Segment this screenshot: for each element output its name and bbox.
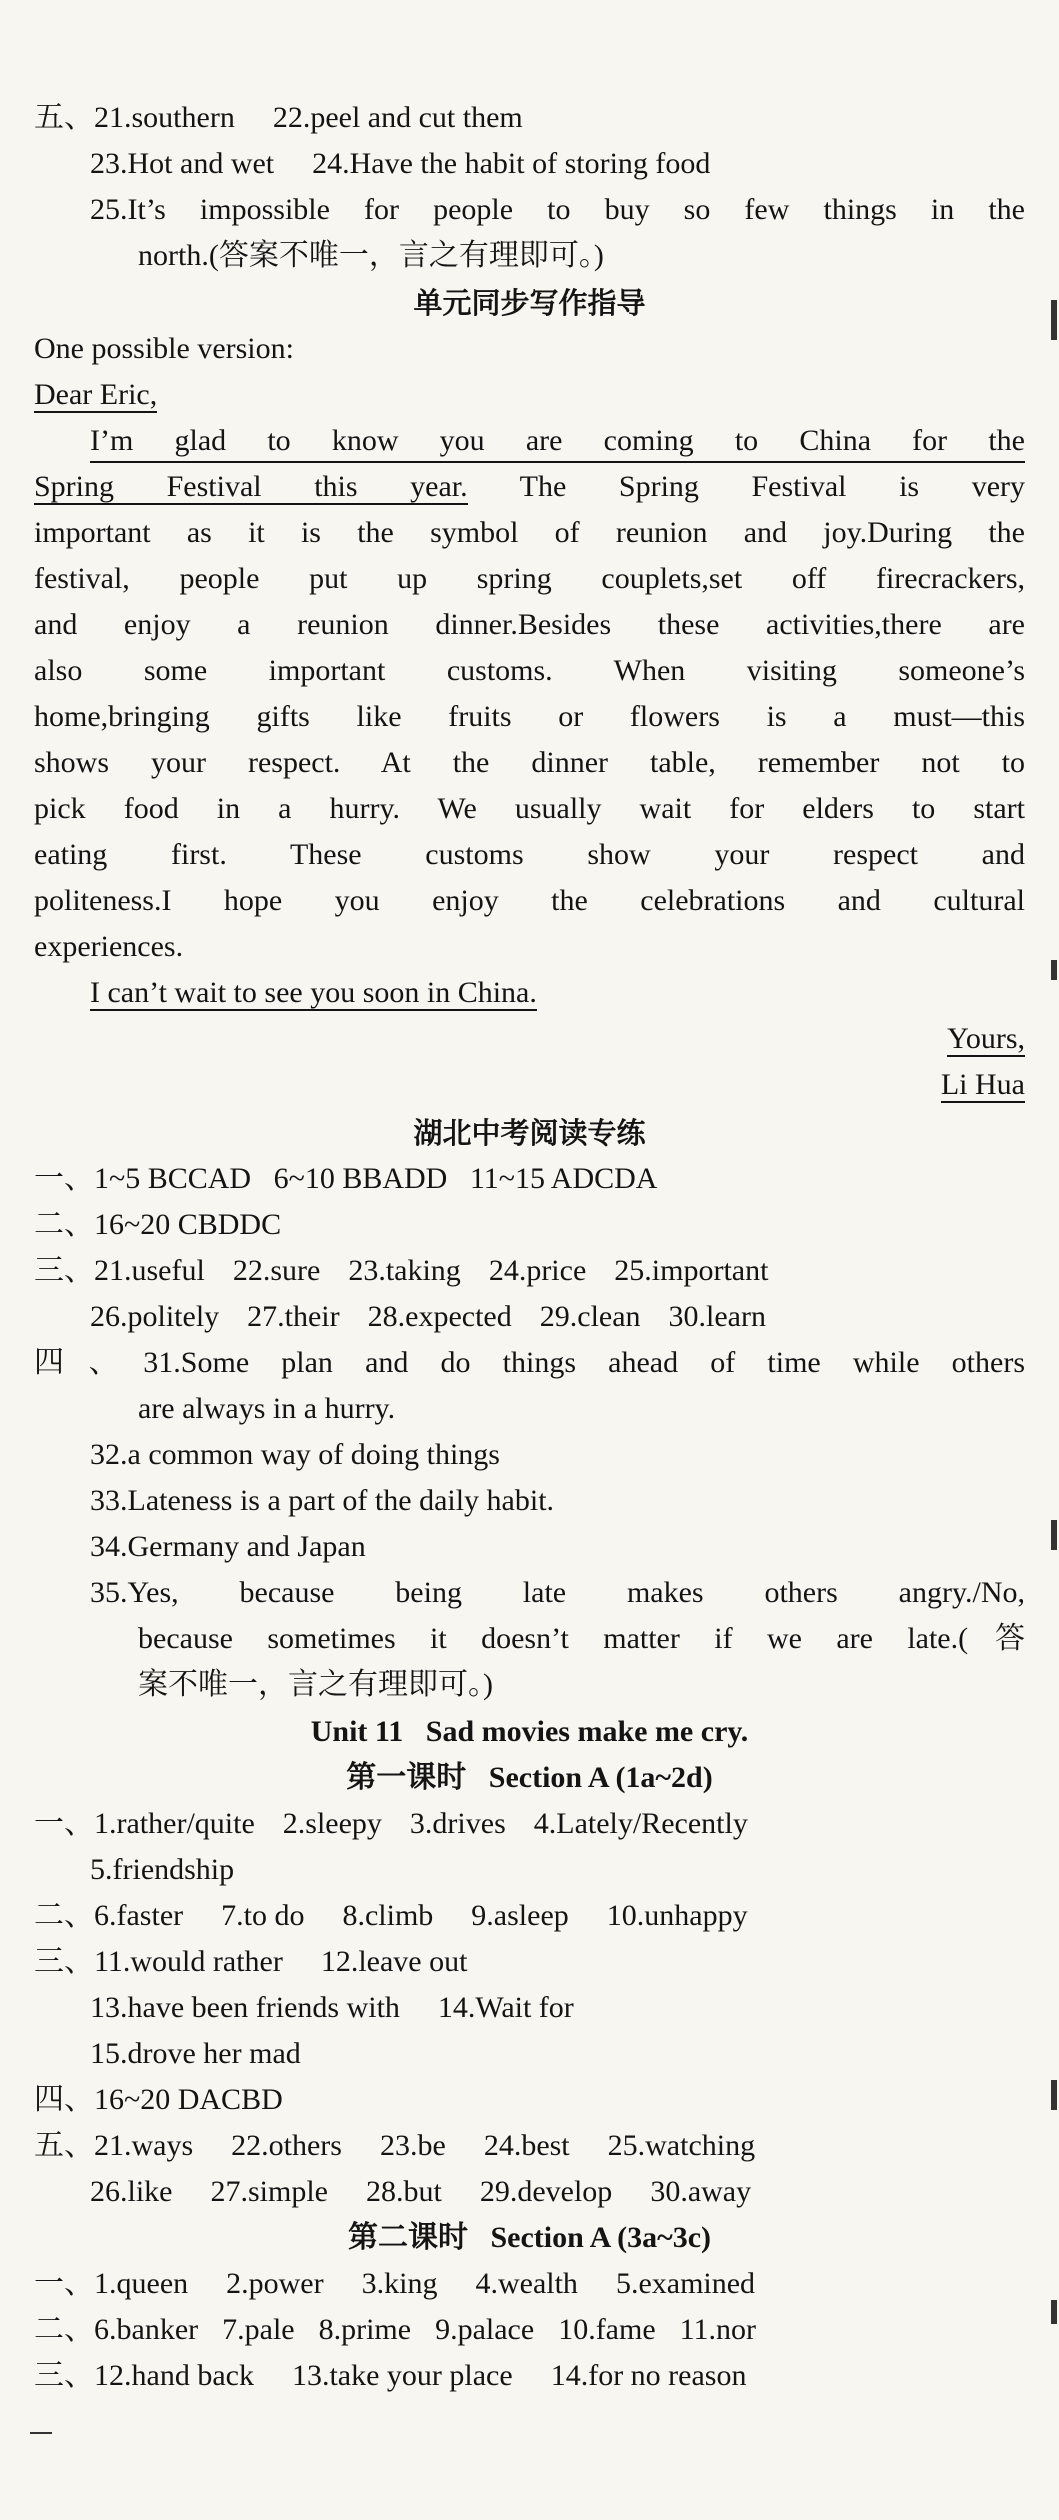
- answer-line: [90, 1988, 1025, 2028]
- section-title: 湖北中考阅读专练: [413, 1116, 646, 1150]
- answer-item: 24.price: [488, 1254, 587, 1287]
- answer-item: 三、11.would rather: [34, 1945, 283, 1978]
- answer-item: 23.Hot and wet: [90, 147, 275, 180]
- answer-line: 一、1~5 BCCAD 6~10 BBADD 11~15 ADCDA: [34, 1162, 658, 1195]
- answer-line: 33.Lateness is a part of the daily habit.: [90, 1484, 555, 1517]
- answer-line: [34, 1251, 1025, 1291]
- essay-intro: One possible version:: [34, 332, 294, 365]
- answer-item: 25.important: [614, 1254, 769, 1287]
- answer-item: 23.taking: [348, 1254, 461, 1287]
- answer-item: 5.examined: [615, 2267, 756, 2300]
- lesson-title: 第一课时 Section A (1a~2d): [346, 1761, 713, 1794]
- letter-closing: [90, 973, 1025, 1013]
- section-title: 单元同步写作指导: [413, 286, 646, 320]
- answer-item: 24.Have the habit of storing food: [312, 147, 711, 180]
- unit-title: Unit 11 Sad movies make me cry.: [310, 1715, 749, 1748]
- answer-item: 7.pale: [222, 2313, 295, 2346]
- answer-line: 二、16~20 CBDDC: [34, 1208, 282, 1241]
- answer-line: [34, 1804, 1025, 1844]
- answer-item: 三、12.hand back: [34, 2359, 254, 2392]
- answer-item: 14.Wait for: [437, 1991, 574, 2024]
- answer-item: 3.drives: [409, 1807, 506, 1840]
- answer-item: 27.their: [247, 1300, 340, 1333]
- answer-line: north.(答案不唯一，言之有理即可。): [138, 239, 604, 272]
- answer-item: 26.like: [90, 2175, 173, 2208]
- answer-item: 4.Lately/Recently: [533, 1807, 748, 1840]
- answer-item: 28.expected: [367, 1300, 512, 1333]
- answer-item: 8.prime: [318, 2313, 412, 2346]
- answer-line: [34, 2126, 1025, 2166]
- answer-item: 27.simple: [210, 2175, 328, 2208]
- letter-text: The Spring Festival is very: [467, 470, 1025, 503]
- answer-line: [34, 1896, 1025, 1936]
- page-mark: [30, 2432, 52, 2434]
- answer-line: [34, 2264, 1025, 2304]
- answer-item: 10.unhappy: [606, 1899, 748, 1932]
- underlined-text: Dear Eric,: [34, 378, 158, 411]
- edge-mark: [1051, 960, 1057, 980]
- lesson-title: 第二课时 Section A (3a~3c): [347, 2221, 712, 2254]
- answer-line: 25.It’s impossible for people to buy so few things in the: [90, 193, 1025, 226]
- underlined-text: Spring Festival this year.: [34, 470, 468, 503]
- answer-item: 五、21.southern: [34, 101, 235, 134]
- answer-line: [34, 98, 1025, 138]
- answer-item: 二、6.faster: [34, 1899, 184, 1932]
- answer-item: 4.wealth: [475, 2267, 578, 2300]
- answer-item: 8.climb: [342, 1899, 434, 1932]
- underlined-text: Yours,: [947, 1022, 1025, 1055]
- answer-item: 22.others: [231, 2129, 342, 2162]
- answer-item: 7.to do: [221, 1899, 305, 1932]
- answer-item: 30.learn: [668, 1300, 766, 1333]
- answer-line: 案不唯一，言之有理即可。): [138, 1668, 493, 1701]
- answer-item: 9.palace: [435, 2313, 535, 2346]
- answer-line: are always in a hurry.: [138, 1392, 396, 1425]
- letter-line: I’m glad to know you are coming to China for the: [90, 421, 1025, 463]
- letter-line: festival, people put up spring couplets,set off firecrackers,: [34, 562, 1025, 595]
- letter-signature: [34, 1065, 1025, 1105]
- answer-line: [90, 2172, 1025, 2212]
- answer-line: 32.a common way of doing things: [90, 1438, 500, 1471]
- answer-item: 28.but: [366, 2175, 442, 2208]
- answer-line: 35.Yes, because being late makes others angry./No,: [90, 1576, 1025, 1609]
- edge-mark: [1051, 2300, 1057, 2324]
- answer-item: 五、21.ways: [34, 2129, 194, 2162]
- answer-item: 一、1.rather/quite: [34, 1807, 255, 1840]
- answer-item: 一、1.queen: [34, 2267, 189, 2300]
- answer-line: 四、31.Some plan and do things ahead of time while others: [34, 1346, 1025, 1379]
- answer-item: 22.sure: [232, 1254, 321, 1287]
- letter-line: politeness.I hope you enjoy the celebrations and cultural: [34, 884, 1025, 917]
- answer-item: 14.for no reason: [550, 2359, 747, 2392]
- underlined-text: I can’t wait to see you soon in China.: [90, 976, 537, 1009]
- underlined-text: Li Hua: [940, 1068, 1025, 1101]
- answer-item: 29.develop: [479, 2175, 613, 2208]
- letter-line: also some important customs. When visiting someone’s: [34, 654, 1025, 687]
- answer-line: [90, 144, 1025, 184]
- answer-item: 10.fame: [558, 2313, 656, 2346]
- letter-line: eating first. These customs show your respect and: [34, 838, 1025, 871]
- answer-item: 29.clean: [539, 1300, 641, 1333]
- answer-item: 25.watching: [607, 2129, 756, 2162]
- edge-mark: [1051, 2080, 1057, 2110]
- letter-line: shows your respect. At the dinner table, remember not to: [34, 746, 1025, 779]
- letter-line: home,bringing gifts like fruits or flowers is a must—this: [34, 700, 1025, 733]
- letter-line: and enjoy a reunion dinner.Besides these activities,there are: [34, 608, 1025, 641]
- answer-item: 2.power: [226, 2267, 324, 2300]
- answer-item: 3.king: [361, 2267, 438, 2300]
- answer-item: 13.have been friends with: [90, 1991, 400, 2024]
- answer-line: 15.drove her mad: [90, 2037, 301, 2070]
- answer-item: 26.politely: [90, 1300, 220, 1333]
- answer-item: 24.best: [483, 2129, 570, 2162]
- answer-line: [34, 2356, 1025, 2396]
- answer-line: 5.friendship: [90, 1853, 235, 1886]
- answer-line: [34, 2310, 1025, 2350]
- answer-item: 2.sleepy: [282, 1807, 382, 1840]
- answer-item: 11.nor: [679, 2313, 757, 2346]
- letter-line: pick food in a hurry. We usually wait for elders to start: [34, 792, 1025, 825]
- letter-signoff: [34, 1019, 1025, 1059]
- answer-line: 34.Germany and Japan: [90, 1530, 366, 1563]
- answer-item: 13.take your place: [291, 2359, 513, 2392]
- answer-item: 12.leave out: [320, 1945, 468, 1978]
- letter-line: important as it is the symbol of reunion and joy.During the: [34, 516, 1025, 549]
- answer-item: 23.be: [379, 2129, 446, 2162]
- answer-line: 四、16~20 DACBD: [34, 2083, 283, 2116]
- answer-item: 30.away: [650, 2175, 752, 2208]
- answer-item: 三、21.useful: [34, 1254, 205, 1287]
- answer-item: 二、6.banker: [34, 2313, 199, 2346]
- answer-line: because sometimes it doesn’t matter if we are late.(答: [138, 1622, 1025, 1655]
- answer-item: 9.asleep: [471, 1899, 569, 1932]
- edge-mark: [1051, 300, 1057, 340]
- answer-line: [34, 1942, 1025, 1982]
- answer-line: [90, 1297, 1025, 1337]
- letter-line: experiences.: [34, 930, 184, 963]
- letter-line: [34, 467, 1025, 507]
- answer-item: 22.peel and cut them: [272, 101, 523, 134]
- edge-mark: [1051, 1520, 1057, 1550]
- letter-salutation: [34, 375, 1025, 415]
